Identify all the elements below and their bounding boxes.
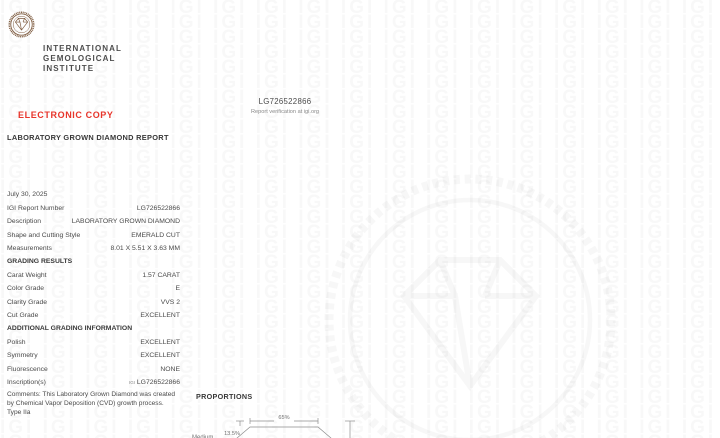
field-value: VVS 2	[160, 298, 180, 306]
additional-fields	[7, 336, 180, 376]
brand-line-2: GEMOLOGICAL	[43, 53, 116, 63]
field-value: LABORATORY GROWN DIAMOND	[71, 218, 180, 226]
proportions-header: PROPORTIONS	[196, 391, 253, 401]
inscription-value-wrap	[129, 376, 180, 389]
report-number: LG726522866	[258, 97, 312, 107]
comments-text: Comments: This Laboratory Grown Diamond was created by Chemical Vapor Deposition (CVD) growth process.	[7, 391, 176, 408]
field-row	[7, 202, 180, 215]
field-row	[7, 215, 180, 228]
igi-badge-logo-icon	[8, 11, 35, 38]
electronic-copy-label: ELECTRONIC COPY	[18, 110, 114, 121]
field-row	[7, 296, 180, 309]
brand-line-1: INTERNATIONAL	[43, 44, 123, 53]
report-verification-block	[225, 97, 345, 115]
grading-fields	[7, 269, 180, 323]
field-label: IGI Report Number	[7, 204, 65, 212]
grading-results-header: GRADING RESULTS	[7, 258, 73, 266]
igi-inscription-mark-icon: IGI	[129, 380, 136, 386]
field-label: Symmetry	[7, 352, 38, 360]
field-row	[7, 282, 180, 295]
report-title: LABORATORY GROWN DIAMOND REPORT	[7, 133, 169, 143]
field-value: E	[175, 285, 180, 293]
additional-grading-header: ADDITIONAL GRADING INFORMATION	[7, 325, 133, 333]
field-label: Measurements	[7, 245, 52, 253]
proportions-diagram	[190, 411, 368, 438]
girdle-label: Medium	[192, 434, 214, 438]
field-row	[7, 349, 180, 362]
field-label: Color Grade	[7, 285, 45, 293]
report-details-column	[7, 188, 180, 417]
field-row	[7, 336, 180, 349]
field-value: 8.01 X 5.51 X 3.63 MM	[110, 245, 180, 253]
field-value: EXCELLENT	[140, 338, 180, 346]
field-value: EXCELLENT	[140, 352, 180, 360]
brand-wordmark	[43, 44, 720, 73]
field-value: NONE	[160, 365, 180, 373]
identity-fields	[7, 202, 180, 256]
field-value: EXCELLENT	[140, 312, 180, 320]
field-row	[7, 269, 180, 282]
field-value: EMERALD CUT	[131, 231, 180, 239]
type-line: Type IIa	[7, 409, 31, 417]
field-value: LG726522866	[136, 204, 180, 212]
field-label: Cut Grade	[7, 312, 39, 320]
field-label: Shape and Cutting Style	[7, 231, 81, 239]
field-label: Polish	[7, 338, 26, 346]
inscription-label: Inscription(s)	[7, 379, 46, 387]
crown-height-percent: 13.5%	[224, 430, 240, 437]
brand-line-3: INSTITUTE	[43, 63, 95, 73]
report-date: July 30, 2025	[7, 191, 48, 199]
field-label: Clarity Grade	[7, 298, 48, 306]
inscription-value: LG726522866	[136, 379, 180, 387]
field-label: Fluorescence	[7, 365, 48, 373]
table-percent: 65%	[278, 414, 290, 421]
inscription-row	[7, 376, 180, 389]
field-label: Description	[7, 218, 41, 226]
field-value: 1.57 CARAT	[142, 271, 180, 279]
field-row	[7, 309, 180, 322]
field-label: Carat Weight	[7, 271, 47, 279]
field-row	[7, 242, 180, 255]
field-row	[7, 229, 180, 242]
field-row	[7, 363, 180, 376]
verification-note: Report verification at igi.org	[250, 109, 320, 116]
